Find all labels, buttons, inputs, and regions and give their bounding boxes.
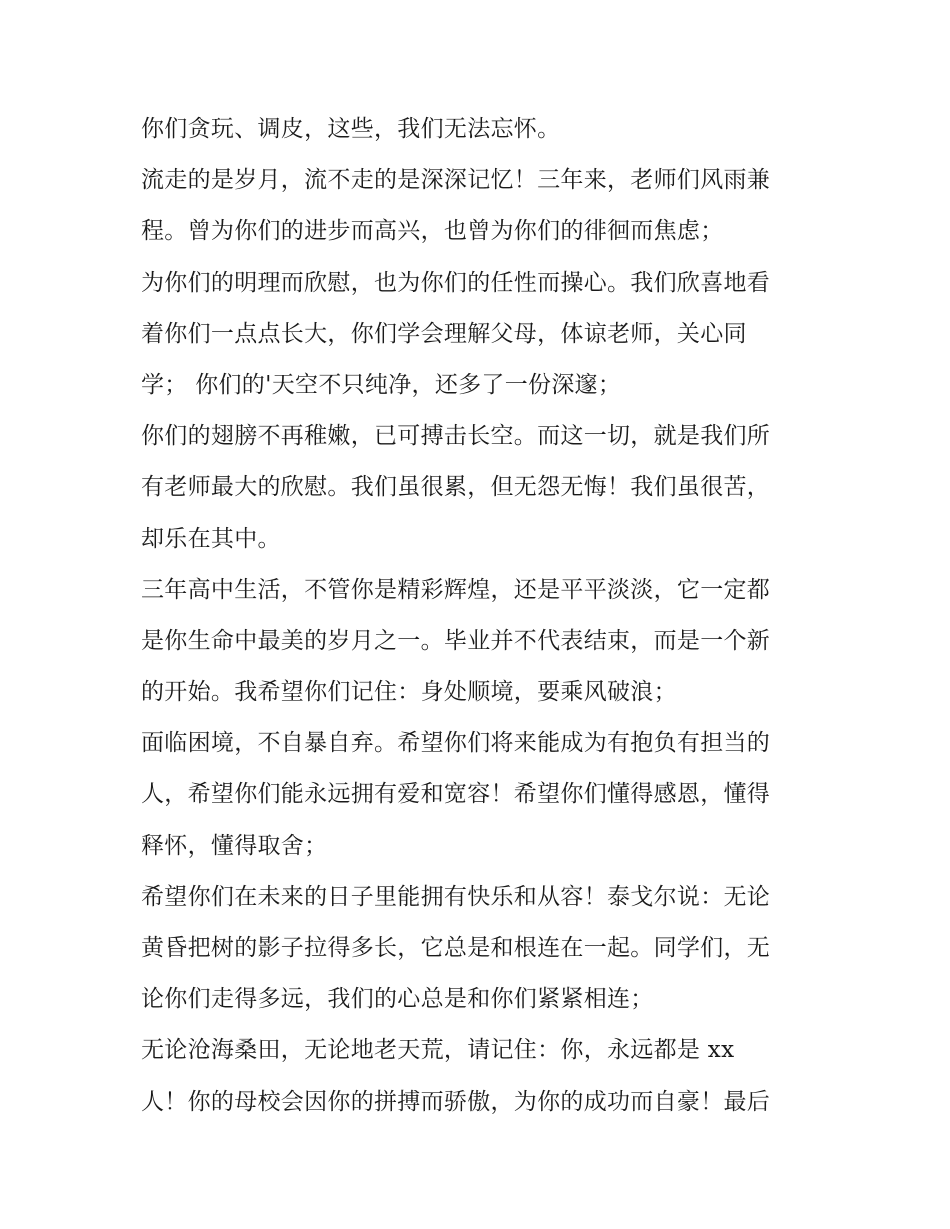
text-line: 是你生命中最美的岁月之一。毕业并不代表结束，而是一个新 <box>141 627 771 654</box>
document-body <box>141 108 821 1132</box>
text-line: 有老师最大的欣慰。我们虽很累，但无怨无悔！我们虽很苦， <box>141 474 771 501</box>
text-line: 无论沧海桑田，无论地老天荒，请记住：你，永远都是 xx <box>141 1037 735 1064</box>
text-line: 黄昏把树的影子拉得多长，它总是和根连在一起。同学们，无 <box>141 935 771 961</box>
text-line: 着你们一点点长大，你们学会理解父母，体谅老师，关心同 <box>141 320 747 347</box>
text-line: 的开始。我希望你们记住：身处顺境，要乘风破浪； <box>141 679 677 706</box>
text-line: 却乐在其中。 <box>141 525 281 552</box>
text-line: 希望你们在未来的日子里能拥有快乐和从容！泰戈尔说：无论 <box>141 883 771 910</box>
text-line: 人！你的母校会因你的拼搏而骄傲，为你的成功而自豪！最后 <box>141 1088 771 1115</box>
text-line: 面临困境，不自暴自弃。希望你们将来能成为有抱负有担当的 <box>141 730 771 757</box>
text-line: 释怀，懂得取舍； <box>141 832 328 859</box>
text-line: 人，希望你们能永远拥有爱和宽容！希望你们懂得感恩，懂得 <box>141 781 771 808</box>
text-line: 学； 你们的'天空不只纯净，还多了一份深邃； <box>141 371 622 398</box>
text-line: 流走的是岁月，流不走的是深深记忆！三年来，老师们风雨兼 <box>141 167 771 194</box>
text-line: 你们贪玩、调皮，这些，我们无法忘怀。 <box>141 116 561 142</box>
text-line: 三年高中生活，不管你是精彩辉煌，还是平平淡淡，它一定都 <box>141 576 771 603</box>
text-line: 论你们走得多远，我们的心总是和你们紧紧相连； <box>141 986 654 1013</box>
text-line: 程。曾为你们的进步而高兴，也曾为你们的徘徊而焦虑； <box>141 218 724 245</box>
text-line: 你们的翅膀不再稚嫩，已可搏击长空。而这一切，就是我们所 <box>141 423 771 450</box>
text-line: 为你们的明理而欣慰，也为你们的任性而操心。我们欣喜地看 <box>141 269 771 296</box>
